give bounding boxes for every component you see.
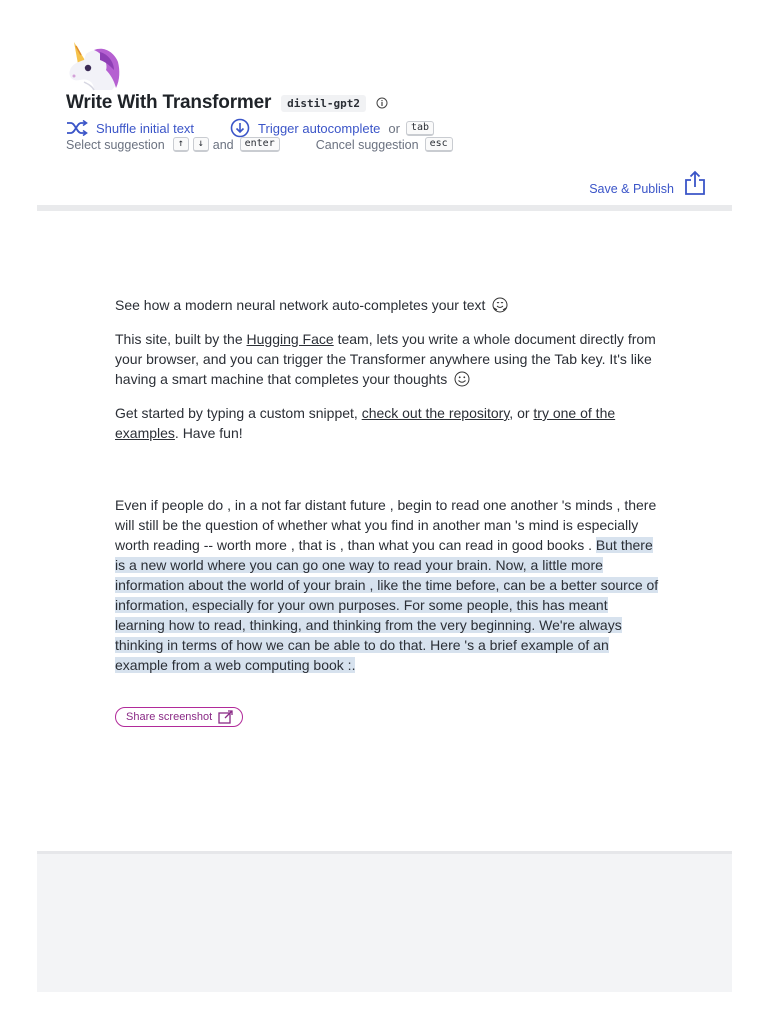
intro-paragraph — [115, 329, 660, 389]
down-key: ↓ — [193, 137, 209, 152]
trigger-autocomplete-button[interactable] — [230, 118, 380, 138]
unicorn-logo-icon — [64, 40, 122, 92]
info-icon[interactable] — [376, 97, 388, 109]
shuffle-label: Shuffle initial text — [96, 120, 195, 136]
tab-key: tab — [406, 121, 434, 136]
examples-link[interactable]: try one of the examples — [115, 405, 616, 441]
external-link-icon — [218, 710, 234, 724]
text-editor[interactable] — [115, 495, 660, 675]
esc-key: esc — [425, 137, 453, 152]
intro-p3-before: Get started by typing a custom snippet, — [115, 405, 362, 421]
shuffle-button[interactable] — [66, 120, 194, 136]
intro-line — [115, 295, 660, 315]
hugging-face-link[interactable]: Hugging Face — [246, 331, 334, 347]
download-circle-icon — [230, 118, 250, 138]
save-publish-label: Save & Publish — [589, 182, 674, 196]
model-badge[interactable]: distil-gpt2 — [281, 95, 366, 112]
footer — [37, 851, 732, 992]
cancel-suggestion-label: Cancel suggestion — [315, 137, 419, 152]
save-publish-button[interactable] — [589, 170, 706, 196]
intro-line-text: See how a modern neural network auto-completes your text — [115, 297, 486, 313]
enter-key: enter — [240, 137, 280, 152]
user-text[interactable]: Even if people do , in a not far distant future , begin to read one another 's minds , there will still be the question of whether what you find in another man 's mind is especially worth reading -- worth more , that is , than what you can read in good books . — [115, 497, 657, 553]
autocomplete-suggestion[interactable]: But there is a new world where you can go one way to read your brain. Now, a little more information about the world of your brain , like the time before, can be a better source of information, especially for your own purposes. For some people, this has meant learning how to read, thinking, and thinking from the very beginning. We're always thinking in terms of how we can be able to do that. Here 's a brief example of an example from a web computing book :. — [115, 537, 659, 673]
share-upload-icon — [684, 170, 706, 196]
repository-link[interactable]: check out the repository — [361, 405, 510, 421]
shuffle-icon — [66, 120, 88, 136]
header-divider — [37, 205, 732, 211]
share-screenshot-button[interactable] — [115, 707, 243, 727]
trigger-label: Trigger autocomplete — [258, 120, 381, 136]
smile-emoji-icon — [454, 371, 470, 387]
up-key: ↑ — [173, 137, 189, 152]
hugging-face-emoji-icon — [492, 297, 508, 313]
page-title: Write With Transformer — [66, 92, 272, 113]
get-started-paragraph — [115, 403, 660, 443]
intro-section — [115, 295, 660, 457]
select-suggestion-label: Select suggestion — [66, 137, 165, 152]
share-screenshot-label: Share screenshot — [126, 711, 213, 723]
intro-p2-after: team, lets you write a whole document directly from your browser, and you can trigger the Transformer anywhere using the Tab key. It's like having a smart machine that completes your thoughts — [115, 331, 656, 387]
intro-p3-after: . Have fun! — [174, 425, 243, 441]
or-text: or — [388, 120, 400, 136]
intro-p3-mid: , or — [509, 405, 534, 421]
intro-p2-before: This site, built by the — [115, 331, 247, 347]
and-text: and — [212, 137, 234, 152]
